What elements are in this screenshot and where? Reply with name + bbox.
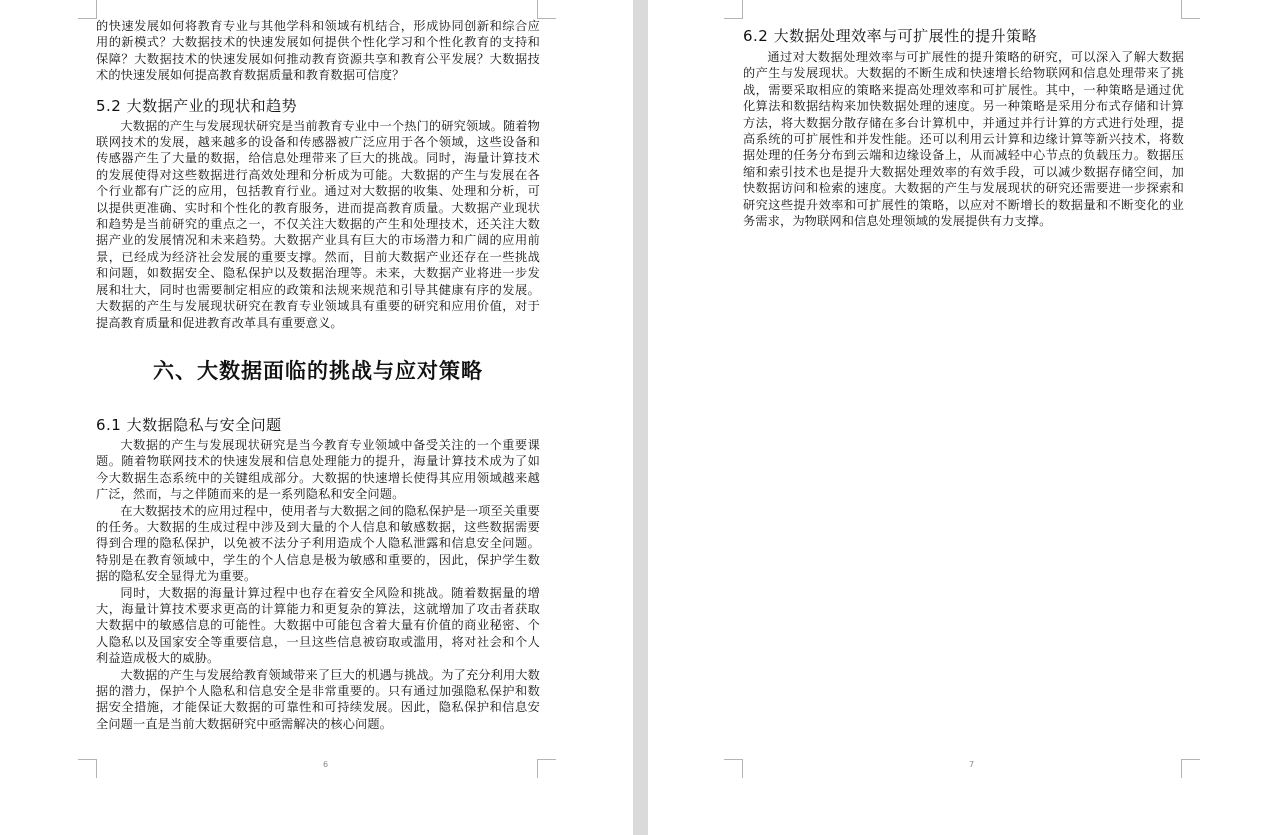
paragraph-6-1-1: 大数据的产生与发展现状研究是当今教育专业领域中备受关注的一个重要课题。随着物联网技术的快速发展和信息处理能力的提升，海量计算技术成为了如今大数据生态系统中的关键组成部分。大数据的快速增长使得其应用领域越来越广泛，然而，与之伴随而来的是一系列隐私和安全问题。 — [96, 437, 540, 502]
crop-mark-bottom-left — [78, 759, 97, 778]
paragraph-6-1-2: 在大数据技术的应用过程中，使用者与大数据之间的隐私保护是一项至关重要的任务。大数据的生成过程中涉及到大量的个人信息和敏感数据，这些数据需要得到合理的隐私保护，以免被不法分子利用造成个人隐私泄露和信息安全问题。特别是在教育领域中，学生的个人信息是极为敏感和重要的，因此，保护学生数据的隐私安全显得尤为重要。 — [96, 503, 540, 584]
crop-mark-bottom-right — [537, 759, 556, 778]
page-number: 7 — [969, 760, 975, 769]
page-number: 6 — [323, 760, 329, 769]
heading-section-6-2: 6.2 大数据处理效率与可扩展性的提升策略 — [743, 27, 1038, 45]
page-6-body — [96, 18, 540, 732]
crop-mark-top-right — [1181, 0, 1200, 19]
document-page-7 — [648, 0, 1280, 835]
paragraph-6-2-1: 通过对大数据处理效率与可扩展性的提升策略的研究，可以深入了解大数据的产生与发展现状。大数据的不断生成和快速增长给物联网和信息处理带来了挑战，需要采取相应的策略来提高处理效率和可扩展性。其中，一种策略是通过优化算法和数据结构来加快数据处理的速度。另一种策略是采用分布式存储和计算方法，将大数据分散存储在多台计算机中，并通过并行计算的方式进行处理，提高系统的可扩展性和并发性能。还可以利用云计算和边缘计算等新兴技术，将数据处理的任务分布到云端和边缘设备上，从而减轻中心节点的负载压力。数据压缩和索引技术也是提升大数据处理效率的有效手段，可以减少数据存储空间，加快数据访问和检索的速度。大数据的产生与发展现状的研究还需要进一步探索和研究这些提升效率和可扩展性的策略，以应对不断增长的数据量和不断变化的业务需求，为物联网和信息处理领域的发展提供有力支撑。 — [743, 50, 1184, 229]
page-7-body — [743, 26, 1184, 229]
heading-section-6-1: 6.1 大数据隐私与安全问题 — [96, 415, 282, 434]
crop-mark-bottom-right — [1181, 759, 1200, 778]
crop-mark-bottom-left — [724, 759, 743, 778]
crop-mark-top-left — [724, 0, 743, 19]
paragraph-6-1-4: 大数据的产生与发展给教育领域带来了巨大的机遇与挑战。为了充分利用大数据的潜力，保护个人隐私和信息安全是非常重要的。只有通过加强隐私保护和数据安全措施，才能保证大数据的可靠性和可持续发展。因此，隐私保护和信息安全问题一直是当前大数据研究中亟需解决的核心问题。 — [96, 667, 540, 731]
document-page-6 — [0, 0, 633, 835]
paragraph-6-1-3: 同时，大数据的海量计算过程中也存在着安全风险和挑战。随着数据量的增大，海量计算技术要求更高的计算能力和更复杂的算法，这就增加了攻击者获取大数据中的敏感信息的可能性。大数据中可能包含着大量有价值的商业秘密、个人隐私以及国家安全等重要信息，一旦这些信息被窃取或滥用，将对社会和个人利益造成极大的威胁。 — [96, 585, 540, 666]
paragraph-continued: 的快速发展如何将教育专业与其他学科和领域有机结合，形成协同创新和综合应用的新模式？大数据技术的快速发展如何提供个性化学习和个性化教育的支持和保障？大数据技术的快速发展如何推动教育资源共享和教育公平发展？大数据技术的快速发展如何提高教育数据质量和教育数据可信度？ — [96, 19, 540, 83]
crop-mark-top-left — [78, 0, 97, 19]
heading-chapter-6: 六、大数据面临的挑战与应对策略 — [153, 358, 483, 383]
paragraph-5-2-1: 大数据的产生与发展现状研究是当前教育专业中一个热门的研究领域。随着物联网技术的发展，越来越多的设备和传感器被广泛应用于各个领域，这些设备和传感器产生了大量的数据，给信息处理带来了巨大的挑战。同时，海量计算技术的发展使得对这些数据进行高效处理和分析成为可能。大数据的产生与发展在各个行业都有广泛的应用，包括教育行业。通过对大数据的收集、处理和分析，可以提供更准确、实时和个性化的教育服务，进而提高教育质量。大数据产业现状和趋势是当前研究的重点之一，不仅关注大数据的产生和处理技术，还关注大数据产业的发展情况和未来趋势。大数据产业具有巨大的市场潜力和广阔的应用前景，已经成为经济社会发展的重要支撑。然而，目前大数据产业还存在一些挑战和问题，如数据安全、隐私保护以及数据治理等。未来，大数据产业将进一步发展和壮大，同时也需要制定相应的政策和法规来规范和引导其健康有序的发展。大数据的产生与发展现状研究在教育专业领域具有重要的研究和应用价值，对于提高教育质量和促进教育改革具有重要意义。 — [96, 118, 540, 330]
heading-section-5-2: 5.2 大数据产业的现状和趋势 — [96, 96, 298, 115]
crop-mark-top-right — [537, 0, 556, 19]
